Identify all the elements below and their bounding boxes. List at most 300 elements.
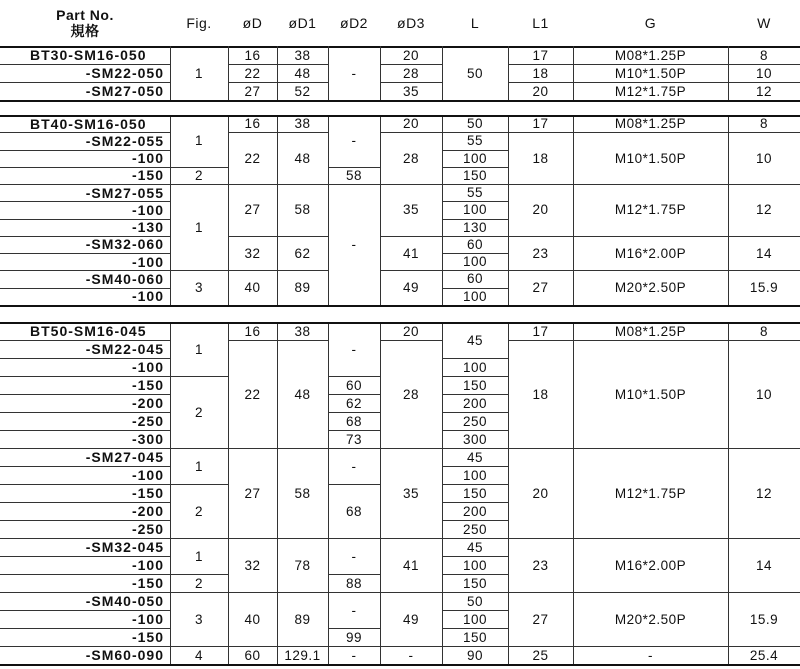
row-divider <box>0 184 170 185</box>
cell-l: 60 <box>466 271 484 287</box>
row-divider <box>228 646 277 647</box>
cell-d3: 35 <box>402 485 420 501</box>
row-divider <box>170 376 228 377</box>
row-divider <box>442 132 508 133</box>
row-divider <box>442 574 508 575</box>
row-divider <box>442 430 508 431</box>
row-divider <box>442 236 508 237</box>
header-part-no <box>0 0 170 46</box>
cell-d: 40 <box>244 611 261 627</box>
cell-d2: 99 <box>345 629 363 645</box>
cell-d1: 52 <box>294 83 311 99</box>
part-number: -100 <box>131 359 164 375</box>
cell-d1: 38 <box>294 323 311 339</box>
part-number: BT50-SM16-045 <box>30 323 147 339</box>
row-divider <box>442 167 508 168</box>
part-number: -SM40-050 <box>85 593 164 609</box>
cell-d1: 58 <box>294 485 311 501</box>
column-divider <box>573 322 574 664</box>
cell-l1: 20 <box>532 485 549 501</box>
cell-d1: 38 <box>294 116 311 132</box>
cell-l: 200 <box>462 503 488 519</box>
row-divider <box>573 132 728 133</box>
cell-d2: - <box>351 341 357 357</box>
cell-g: M08*1.25P <box>614 47 687 63</box>
row-divider <box>0 132 170 133</box>
cell-l: 150 <box>462 485 488 501</box>
row-divider <box>573 340 728 341</box>
row-divider <box>277 184 328 185</box>
cell-l1: 18 <box>532 65 549 81</box>
cell-d2: - <box>351 647 357 663</box>
cell-l: 250 <box>462 413 488 429</box>
cell-w: 14 <box>755 557 773 573</box>
column-divider <box>573 46 574 100</box>
block-bottom-rule <box>0 100 800 102</box>
row-divider <box>573 64 728 65</box>
part-number: -100 <box>131 150 164 167</box>
cell-d: 16 <box>244 323 261 339</box>
row-divider <box>170 646 228 647</box>
column-divider <box>442 322 443 664</box>
cell-l: 300 <box>462 431 488 447</box>
row-divider <box>442 556 508 557</box>
column-divider <box>228 322 229 664</box>
row-divider <box>380 538 442 539</box>
row-divider <box>508 64 573 65</box>
part-number: -150 <box>131 629 164 645</box>
cell-g: M08*1.25P <box>614 323 687 339</box>
column-divider <box>442 115 443 305</box>
row-divider <box>573 270 728 271</box>
cell-g: M10*1.50P <box>614 386 687 402</box>
cell-d: 27 <box>244 485 261 501</box>
row-divider <box>0 288 170 289</box>
cell-fig: 1 <box>194 341 203 357</box>
row-divider <box>380 646 442 647</box>
cell-w: 10 <box>755 150 773 166</box>
row-divider <box>442 288 508 289</box>
cell-d1: 38 <box>294 47 311 63</box>
cell-w: 10 <box>755 386 773 402</box>
row-divider <box>0 574 170 575</box>
row-divider <box>380 448 442 449</box>
row-divider <box>508 592 573 593</box>
part-number: -SM22-055 <box>85 132 164 149</box>
cell-l: 150 <box>462 575 488 591</box>
cell-l: 55 <box>466 185 484 201</box>
cell-fig: 2 <box>194 167 203 183</box>
row-divider <box>0 484 170 485</box>
cell-d2: 73 <box>345 431 363 447</box>
row-divider <box>0 538 170 539</box>
row-divider <box>0 646 170 647</box>
row-divider <box>228 82 277 83</box>
row-divider <box>170 270 228 271</box>
cell-l1: 27 <box>532 280 549 295</box>
part-number: BT40-SM16-050 <box>30 115 147 132</box>
row-divider <box>0 448 170 449</box>
cell-g: - <box>648 647 653 663</box>
cell-g: M16*2.00P <box>614 557 687 573</box>
row-divider <box>328 394 380 395</box>
cell-l: 45 <box>466 539 484 555</box>
row-divider <box>442 610 508 611</box>
cell-fig: 4 <box>194 647 203 663</box>
column-divider <box>442 46 443 100</box>
row-divider <box>0 520 170 521</box>
cell-d1: 89 <box>294 280 311 295</box>
cell-d3: 20 <box>402 47 420 63</box>
header-fig: Fig. <box>186 15 212 31</box>
row-divider <box>0 201 170 202</box>
cell-l: 45 <box>466 332 484 348</box>
cell-l: 150 <box>462 167 488 183</box>
cell-l: 50 <box>466 116 484 132</box>
row-divider <box>442 358 508 359</box>
part-number: -250 <box>131 413 164 429</box>
cell-w: 15.9 <box>749 280 779 295</box>
cell-d: 22 <box>244 386 261 402</box>
column-divider <box>508 115 509 305</box>
row-divider <box>380 64 442 65</box>
column-divider <box>170 322 171 664</box>
cell-l: 100 <box>462 254 488 270</box>
cell-d3: - <box>408 647 414 663</box>
row-divider <box>508 538 573 539</box>
row-divider <box>0 340 170 341</box>
row-divider <box>277 64 328 65</box>
cell-d1: 89 <box>294 611 311 627</box>
row-divider <box>728 270 800 271</box>
row-divider <box>442 219 508 220</box>
column-divider <box>380 115 381 305</box>
header-od1: øD1 <box>288 15 317 31</box>
row-divider <box>508 340 573 341</box>
column-divider <box>228 115 229 305</box>
row-divider <box>442 150 508 151</box>
column-divider <box>380 46 381 100</box>
cell-d3: 49 <box>402 280 420 295</box>
row-divider <box>0 430 170 431</box>
column-divider <box>728 322 729 664</box>
row-divider <box>380 82 442 83</box>
row-divider <box>0 556 170 557</box>
cell-fig: 1 <box>194 65 203 81</box>
cell-l1: 17 <box>532 323 549 339</box>
cell-l: 60 <box>466 236 484 252</box>
cell-g: M12*1.75P <box>614 202 687 218</box>
header-part-no-cn-label: 規格 <box>70 23 100 39</box>
row-divider <box>277 646 328 647</box>
cell-d2: - <box>351 602 357 618</box>
row-divider <box>228 592 277 593</box>
row-divider <box>277 270 328 271</box>
row-divider <box>277 132 328 133</box>
part-number: -100 <box>131 557 164 573</box>
cell-g: M10*1.50P <box>614 65 687 81</box>
row-divider <box>728 82 800 83</box>
block-top-rule <box>0 115 800 117</box>
cell-d3: 28 <box>402 65 420 81</box>
cell-d: 32 <box>244 245 261 261</box>
part-number: -300 <box>131 431 164 447</box>
row-divider <box>328 538 380 539</box>
row-divider <box>442 270 508 271</box>
cell-l1: 20 <box>532 202 549 218</box>
row-divider <box>0 253 170 254</box>
cell-w: 8 <box>759 323 768 339</box>
row-divider <box>328 412 380 413</box>
row-divider <box>508 184 573 185</box>
row-divider <box>573 646 728 647</box>
cell-d3: 41 <box>402 557 420 573</box>
cell-d3: 20 <box>402 116 420 132</box>
row-divider <box>170 484 228 485</box>
row-divider <box>228 132 277 133</box>
column-divider <box>170 46 171 100</box>
row-divider <box>442 184 508 185</box>
row-divider <box>442 646 508 647</box>
cell-d1: 129.1 <box>284 647 321 663</box>
cell-w: 12 <box>755 485 773 501</box>
row-divider <box>328 448 380 449</box>
cell-d2: 62 <box>345 395 363 411</box>
part-number: -150 <box>131 485 164 501</box>
cell-l: 50 <box>466 593 484 609</box>
part-number: -SM22-050 <box>85 65 164 81</box>
cell-d1: 48 <box>294 150 311 166</box>
part-number: -150 <box>131 377 164 393</box>
row-divider <box>328 646 380 647</box>
cell-l1: 17 <box>532 116 549 132</box>
cell-l: 250 <box>462 521 488 537</box>
cell-l1: 25 <box>532 647 549 663</box>
cell-d2: - <box>351 65 357 81</box>
row-divider <box>380 592 442 593</box>
row-divider <box>728 592 800 593</box>
row-divider <box>277 340 328 341</box>
cell-d2: - <box>351 548 357 564</box>
row-divider <box>228 270 277 271</box>
cell-g: M20*2.50P <box>614 280 687 295</box>
row-divider <box>573 184 728 185</box>
row-divider <box>442 201 508 202</box>
row-divider <box>0 358 170 359</box>
row-divider <box>0 376 170 377</box>
part-number: BT30-SM16-050 <box>30 47 147 63</box>
part-number: -SM27-045 <box>85 449 164 465</box>
cell-l: 100 <box>462 611 488 627</box>
row-divider <box>0 610 170 611</box>
header-od: øD <box>242 15 263 31</box>
row-divider <box>228 538 277 539</box>
column-divider <box>573 115 574 305</box>
cell-fig: 3 <box>194 611 203 627</box>
row-divider <box>573 538 728 539</box>
row-divider <box>442 538 508 539</box>
row-divider <box>508 646 573 647</box>
cell-d1: 78 <box>294 557 311 573</box>
cell-g: M08*1.25P <box>614 116 687 132</box>
cell-d1: 48 <box>294 386 311 402</box>
row-divider <box>228 448 277 449</box>
row-divider <box>728 340 800 341</box>
cell-fig: 2 <box>194 575 203 591</box>
row-divider <box>0 394 170 395</box>
cell-l: 90 <box>466 647 484 663</box>
row-divider <box>328 628 380 629</box>
block-bottom-rule <box>0 664 800 666</box>
column-divider <box>328 322 329 664</box>
row-divider <box>442 394 508 395</box>
row-divider <box>328 574 380 575</box>
column-divider <box>228 46 229 100</box>
column-divider <box>277 322 278 664</box>
cell-d: 22 <box>244 150 261 166</box>
row-divider <box>728 132 800 133</box>
part-number: -150 <box>131 575 164 591</box>
row-divider <box>328 484 380 485</box>
row-divider <box>728 448 800 449</box>
row-divider <box>0 236 170 237</box>
row-divider <box>573 592 728 593</box>
cell-d: 32 <box>244 557 261 573</box>
row-divider <box>0 219 170 220</box>
cell-w: 12 <box>755 83 773 99</box>
cell-l: 100 <box>462 150 488 166</box>
part-number: -SM27-050 <box>85 83 164 99</box>
cell-w: 12 <box>755 202 773 218</box>
part-number: -SM32-045 <box>85 539 164 555</box>
cell-d3: 28 <box>402 386 420 402</box>
row-divider <box>380 270 442 271</box>
part-number: -100 <box>131 253 164 270</box>
row-divider <box>228 340 277 341</box>
row-divider <box>728 236 800 237</box>
row-divider <box>170 167 228 168</box>
row-divider <box>573 448 728 449</box>
cell-fig: 2 <box>194 404 203 420</box>
cell-fig: 1 <box>194 458 203 474</box>
cell-g: M16*2.00P <box>614 245 687 261</box>
part-number: -100 <box>131 288 164 305</box>
cell-d: 27 <box>244 83 261 99</box>
cell-l1: 18 <box>532 386 549 402</box>
column-divider <box>728 115 729 305</box>
column-divider <box>328 115 329 305</box>
cell-l: 45 <box>466 449 484 465</box>
cell-w: 8 <box>759 116 768 132</box>
table-block-bt50 <box>0 322 800 664</box>
column-divider <box>170 115 171 305</box>
cell-w: 8 <box>759 47 768 63</box>
cell-d3: 35 <box>402 83 420 99</box>
cell-d2: - <box>351 236 357 252</box>
row-divider <box>728 184 800 185</box>
cell-l: 100 <box>462 359 488 375</box>
column-divider <box>728 46 729 100</box>
row-divider <box>442 628 508 629</box>
block-bottom-rule <box>0 305 800 307</box>
row-divider <box>277 538 328 539</box>
row-divider <box>0 502 170 503</box>
row-divider <box>442 376 508 377</box>
cell-d: 16 <box>244 47 261 63</box>
header-part-no-label: Part No. <box>56 7 114 23</box>
row-divider <box>277 82 328 83</box>
cell-d: 40 <box>244 280 261 295</box>
row-divider <box>277 236 328 237</box>
cell-d1: 48 <box>294 65 311 81</box>
part-number: -250 <box>131 521 164 537</box>
row-divider <box>442 484 508 485</box>
cell-l: 130 <box>462 219 488 235</box>
part-number: -SM32-060 <box>85 236 164 253</box>
row-divider <box>442 502 508 503</box>
cell-d2: 58 <box>345 167 363 183</box>
header-g: G <box>644 15 657 31</box>
row-divider <box>328 167 380 168</box>
cell-d3: 41 <box>402 245 420 261</box>
part-number: -200 <box>131 503 164 519</box>
row-divider <box>228 64 277 65</box>
row-divider <box>328 430 380 431</box>
part-number: -130 <box>131 219 164 236</box>
header-l1: L1 <box>532 15 549 31</box>
row-divider <box>277 448 328 449</box>
row-divider <box>442 412 508 413</box>
cell-d: 60 <box>244 647 261 663</box>
part-number: -150 <box>131 167 164 184</box>
row-divider <box>170 184 228 185</box>
cell-g: M12*1.75P <box>614 83 687 99</box>
row-divider <box>277 592 328 593</box>
table-block-bt30 <box>0 46 800 100</box>
cell-l1: 18 <box>532 150 549 166</box>
header-l: L <box>470 15 480 31</box>
cell-w: 15.9 <box>749 611 779 627</box>
row-divider <box>508 236 573 237</box>
cell-l1: 23 <box>532 245 549 261</box>
row-divider <box>170 574 228 575</box>
row-divider <box>170 538 228 539</box>
cell-d2: - <box>351 458 357 474</box>
row-divider <box>380 184 442 185</box>
row-divider <box>0 82 170 83</box>
row-divider <box>0 466 170 467</box>
part-number: -SM40-060 <box>85 270 164 287</box>
cell-g: M12*1.75P <box>614 485 687 501</box>
column-divider <box>380 322 381 664</box>
row-divider <box>728 64 800 65</box>
cell-d3: 49 <box>402 611 420 627</box>
column-divider <box>328 46 329 100</box>
row-divider <box>0 270 170 271</box>
row-divider <box>508 448 573 449</box>
row-divider <box>170 448 228 449</box>
cell-w: 10 <box>755 65 773 81</box>
row-divider <box>380 340 442 341</box>
header-od3: øD3 <box>397 15 425 31</box>
cell-w: 14 <box>755 245 773 261</box>
cell-fig: 3 <box>194 280 203 295</box>
cell-l1: 17 <box>532 47 549 63</box>
cell-d1: 62 <box>294 245 311 261</box>
cell-l: 150 <box>462 629 488 645</box>
column-divider <box>508 322 509 664</box>
row-divider <box>573 82 728 83</box>
